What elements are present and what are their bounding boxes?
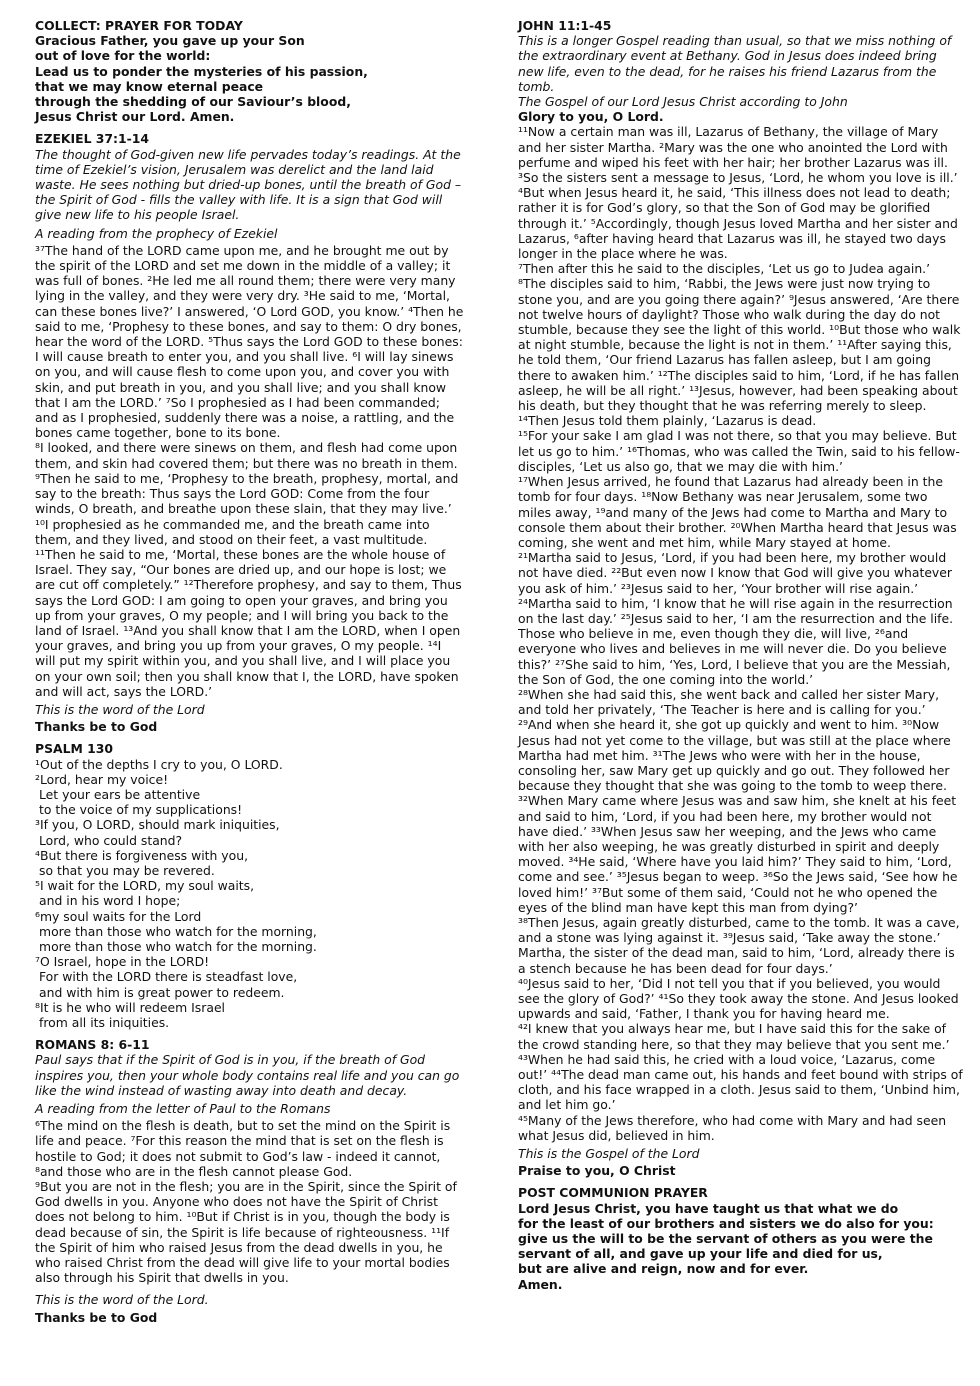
psalm-line: ⁵I wait for the LORD, my soul waits, [35,878,255,894]
collect-line: that we may know eternal peace [35,78,264,94]
psalm-line: ³If you, O LORD, should mark iniquities, [35,817,280,833]
romans-reader: A reading from the letter of Paul to the Romans [35,1101,331,1117]
john-response: Praise to you, O Christ [518,1163,676,1179]
ezekiel-reader: A reading from the prophecy of Ezekiel [35,225,278,241]
john-paragraph: ⁴⁵Many of the Jews therefore, who had come with Mary and had seen what Jesus did, believed in him. [518,1112,947,1143]
psalm-line: more than those who watch for the morning, [39,923,317,939]
psalm-line: and with him is great power to redeem. [39,984,285,1000]
psalm-line: Let your ears be attentive [39,786,201,802]
collect-line: through the shedding of our Saviour’s blood, [35,94,351,110]
ezekiel-section [35,131,465,734]
john-section [518,18,964,1178]
collect-line: Lead us to ponder the mysteries of his passion, [35,63,368,79]
romans-response: Thanks be to God [35,1309,158,1325]
post-communion-line: but are alive and reign, now and for ever. [518,1261,809,1277]
john-paragraph: ⁷Then after this he said to the disciples, ‘Let us go to Judea again.’ [518,261,931,277]
psalm-line: ⁴But there is forgiveness with you, [35,847,249,863]
john-paragraph: ¹⁵For your sake I am glad I was not there, so that you may believe. But let us go to him.’ ¹⁶Thomas, who was called the Twin, said to his fellow-disciples, ‘Let us also go, that we may die with him.’ [518,428,960,474]
john-paragraph: ²⁸When she had said this, she went back and called her sister Mary, and told her privately, ‘The Teacher is here and is calling for you.’ [518,686,940,718]
romans-paragraph: ⁶The mind on the flesh is death, but to set the mind on the Spirit is life and peace. ⁷For this reason the mind that is set on the flesh is hostile to God; it does not submit to God’s law - indeed it cannot, ⁸and those who are in the flesh cannot please God. [35,1118,451,1179]
ezekiel-response: Thanks be to God [35,719,158,735]
psalm-line: ⁶my soul waits for the Lord [35,908,202,924]
ezekiel-intro: The thought of God-given new life pervades today’s readings. At the time of Ezekiel’s vision, Jerusalem was derelict and the land laid waste. He sees nothing but dried-up bones, until the breath of God – the Spirit of God - fills the valley with life. It is a sign that God will give new life to his people Israel. [35,146,462,223]
collect-section [35,18,465,124]
psalm-line: ⁸It is he who will redeem Israel [35,999,226,1015]
psalm-line: Lord, who could stand? [39,832,183,848]
psalm-lines [35,757,465,1031]
john-paragraph: ⁴³When he had said this, he cried with a loud voice, ‘Lazarus, come out!’ ⁴⁴The dead man came out, his hands and feet bound with strips of cloth, and his face wrapped in a cloth. Jesus said to them, ‘Unbind him, and let him go.’ [518,1051,963,1113]
post-communion-line: for the least of our brothers and sisters we do also for you: [518,1215,934,1231]
post-communion-line: servant of all, and gave up your life and died for us, [518,1246,883,1262]
post-communion-section [518,1185,964,1291]
john-paragraph: ²⁹And when she heard it, she got up quickly and went to him. ³⁰Now Jesus had not yet come to the village, but was still at the place where Martha had met him. ³¹The Jews who were with her in the house, consoling her, saw Mary get up quickly and go out. They followed her because they thought that she was going to the tomb to weep there. ³²When Mary came where Jesus was and saw him, she knelt at his feet and said to him, ‘Lord, if you had been here, my brother would not have died.’ ³³When Jesus saw her weeping, and the Jews who came with her also weeping, he was greatly disturbed in spirit and deeply moved. ³⁴He said, ‘Where have you laid him?’ They said to him, ‘Lord, come and see.’ ³⁵Jesus began to weep. ³⁶So the Jews said, ‘See how he loved him!’ ³⁷But some of them said, ‘Could not he who opened the eyes of the blind man have kept this man from dying?’ [518,717,958,915]
post-communion-heading: POST COMMUNION PRAYER [518,1185,708,1201]
romans-closing: This is the word of the Lord. [35,1292,209,1308]
psalm-line: to the voice of my supplications! [39,802,243,818]
right-column [518,18,964,1292]
ezekiel-heading: EZEKIEL 37:1-14 [35,131,150,147]
john-acclamation: Glory to you, O Lord. [518,109,664,125]
psalm-line: For with the LORD there is steadfast love, [39,969,298,985]
psalm-line: ¹Out of the depths I cry to you, O LORD. [35,756,283,772]
left-column [35,18,465,1325]
collect-line: Jesus Christ our Lord. Amen. [35,109,235,125]
john-reader: The Gospel of our Lord Jesus Christ according to John [518,94,848,110]
ezekiel-closing: This is the word of the Lord [35,701,205,717]
psalm-line: ²Lord, hear my voice! [35,771,169,787]
ezekiel-paragraph: ⁸I looked, and there were sinews on them, and flesh had come upon them, and skin had covered them; but there was no breath in them. ⁹Then he said to me, ‘Prophesy to the breath, prophesy, mortal, and say to the breath: Thus says the Lord GOD: Come from the four winds, O breath, and breathe upon these slain, that they may live.’ ¹⁰I prophesied as he commanded me, and the breath came into them, and they lived, and stood on their feet, a vast multitude. ¹¹Then he said to me, ‘Mortal, these bones are the whole house of Israel. They say, “Our bones are dried up, and our hope is lost; we are cut off completely.” ¹²Therefore prophesy, and say to them, Thus says the Lord GOD: I am going to open your graves, and bring you up from your graves, O my people; and I will bring you back to the land of Israel. ¹³And you shall know that I am the LORD, when I open your graves, and bring you up from your graves, O my people. ¹⁴I will put my spirit within you, and you shall live, and I will place you on your own soil; then you shall know that I, the LORD, have spoken and will act, says the LORD.’ [35,440,462,699]
ezekiel-paragraph: ³⁷The hand of the LORD came upon me, and he brought me out by the spirit of the LORD and set me down in the middle of a valley; it was full of bones. ²He led me all round them; there were very many lying in the valley, and they were very dry. ³He said to me, ‘Mortal, can these bones live?’ I answered, ‘O Lord GOD, you know.’ ⁴Then he said to me, ‘Prophesy to these bones, and say to them: O dry bones, hear the word of the LORD. ⁵Thus says the Lord GOD to these bones: I will cause breath to enter you, and you shall live. ⁶I will lay sinews on you, and will cause flesh to come upon you, and cover you with skin, and put breath in you, and you shall live; and you shall know that I am the LORD.’ ⁷So I prophesied as I had been commanded; and as I prophesied, suddenly there was a noise, a rattling, and the bones came together, bone to its bone. [35,242,464,441]
collect-line: out of love for the world: [35,48,211,64]
john-paragraph: ⁴²I knew that you always hear me, but I have said this for the sake of the crowd standing here, so that they may believe that you sent me.’ [518,1021,950,1052]
john-paragraph: ¹⁷When Jesus arrived, he found that Lazarus had already been in the tomb for four days. ¹⁸Now Bethany was near Jerusalem, some two miles away, ¹⁹and many of the Jews had come to Martha and Mary to console them about their brother. ²⁰When Martha heard that Jesus was coming, she went and met him, while Mary stayed at home. [518,474,957,550]
romans-heading: ROMANS 8: 6-11 [35,1037,150,1053]
psalm-heading: PSALM 130 [35,741,113,757]
john-intro: This is a longer Gospel reading than usual, so that we miss nothing of the extraordinary event at Bethany. God in Jesus does indeed bring new life, even to the dead, for he raises his friend Lazarus from the tomb. [518,33,952,94]
john-paragraph: ⁴⁰Jesus said to her, ‘Did I not tell you that if you believed, you would see the glory of God?’ ⁴¹So they took away the stone. And Jesus looked upwards and said, ‘Father, I thank you for having heard me. [518,975,959,1022]
psalm-line: and in his word I hope; [39,893,181,909]
romans-paragraph: ⁹But you are not in the flesh; you are in the Spirit, since the Spirit of God dwells in you. Anyone who does not have the Spirit of Christ does not belong to him. ¹⁰But if Christ is in you, though the body is dead because of sin, the Spirit is life because of righteousness. ¹¹If the Spirit of him who raised Jesus from the dead dwells in you, he who raised Christ from the dead will give life to your mortal bodies also through his Spirit that dwells in you. [35,1179,457,1286]
john-paragraphs [518,124,964,1143]
romans-intro: Paul says that if the Spirit of God is in you, if the breath of God inspires you, then your whole body contains real life and you can go like the wind instead of wasting away into death and decay. [35,1052,460,1098]
john-paragraph: ⁸The disciples said to him, ‘Rabbi, the Jews were just now trying to stone you, and are you going there again?’ ⁹Jesus answered, ‘Are there not twelve hours of daylight? Those who walk during the day do not stumble, because they see the light of this world. ¹⁰But those who walk at night stumble, because the light is not in them.’ ¹¹After saying this, he told them, ‘Our friend Lazarus has fallen asleep, but I am going there to awaken him.’ ¹²The disciples said to him, ‘Lord, if he has fallen asleep, he will be all right.’ ¹³Jesus, however, had been speaking about his death, but they thought that he was referring merely to sleep. ¹⁴Then Jesus told them plainly, ‘Lazarus is dead. [518,276,961,429]
collect-heading: COLLECT: PRAYER FOR TODAY [35,18,243,33]
john-paragraph: ²⁴Martha said to him, ‘I know that he will rise again in the resurrection on the last day.’ ²⁵Jesus said to her, ‘I am the resurrection and the life. Those who believe in me, even though they die, will live, ²⁶and everyone who lives and believes in me will never die. Do you believe this?’ ²⁷She said to him, ‘Yes, Lord, I believe that you are the Messiah, the Son of God, the one coming into the world.’ [518,595,954,687]
psalm-line: ⁷O Israel, hope in the LORD! [35,954,210,970]
psalm-section [35,741,465,1030]
post-communion-line: give us the will to be the servant of others as you were the [518,1231,933,1247]
john-paragraph: ³⁸Then Jesus, again greatly disturbed, came to the tomb. It was a cave, and a stone was lying against it. ³⁹Jesus said, ‘Take away the stone.’ Martha, the sister of the dead man, said to him, ‘Lord, already there is a stench because he has been dead for four days.’ [518,914,960,976]
post-communion-line: Amen. [518,1276,563,1292]
romans-section [35,1037,465,1325]
psalm-line: so that you may be revered. [39,862,215,878]
john-paragraph: ¹¹Now a certain man was ill, Lazarus of Bethany, the village of Mary and her sister Martha. ²Mary was the one who anointed the Lord with perfume and wiped his feet with her hair; her brother Lazarus was ill. ³So the sisters sent a message to Jesus, ‘Lord, he whom you love is ill.’ ⁴But when Jesus heard it, he said, ‘This illness does not lead to death; rather it is for God’s glory, so that the Son of God may be glorified through it.’ ⁵Accordingly, though Jesus loved Martha and her sister and Lazarus, ⁶after having heard that Lazarus was ill, he stayed two days longer in the place where he was. [518,124,958,262]
psalm-line: from all its iniquities. [39,1015,170,1030]
post-communion-line: Lord Jesus Christ, you have taught us that what we do [518,1200,899,1216]
john-heading: JOHN 11:1-45 [518,18,612,33]
collect-line: Gracious Father, you gave up your Son [35,33,305,49]
john-paragraph: ²¹Martha said to Jesus, ‘Lord, if you had been here, my brother would not have died. ²²But even now I know that God will give you whatever you ask of him.’ ²³Jesus said to her, ‘Your brother will rise again.’ [518,550,952,596]
john-closing: This is the Gospel of the Lord [518,1146,700,1162]
psalm-line: more than those who watch for the morning. [39,938,317,954]
